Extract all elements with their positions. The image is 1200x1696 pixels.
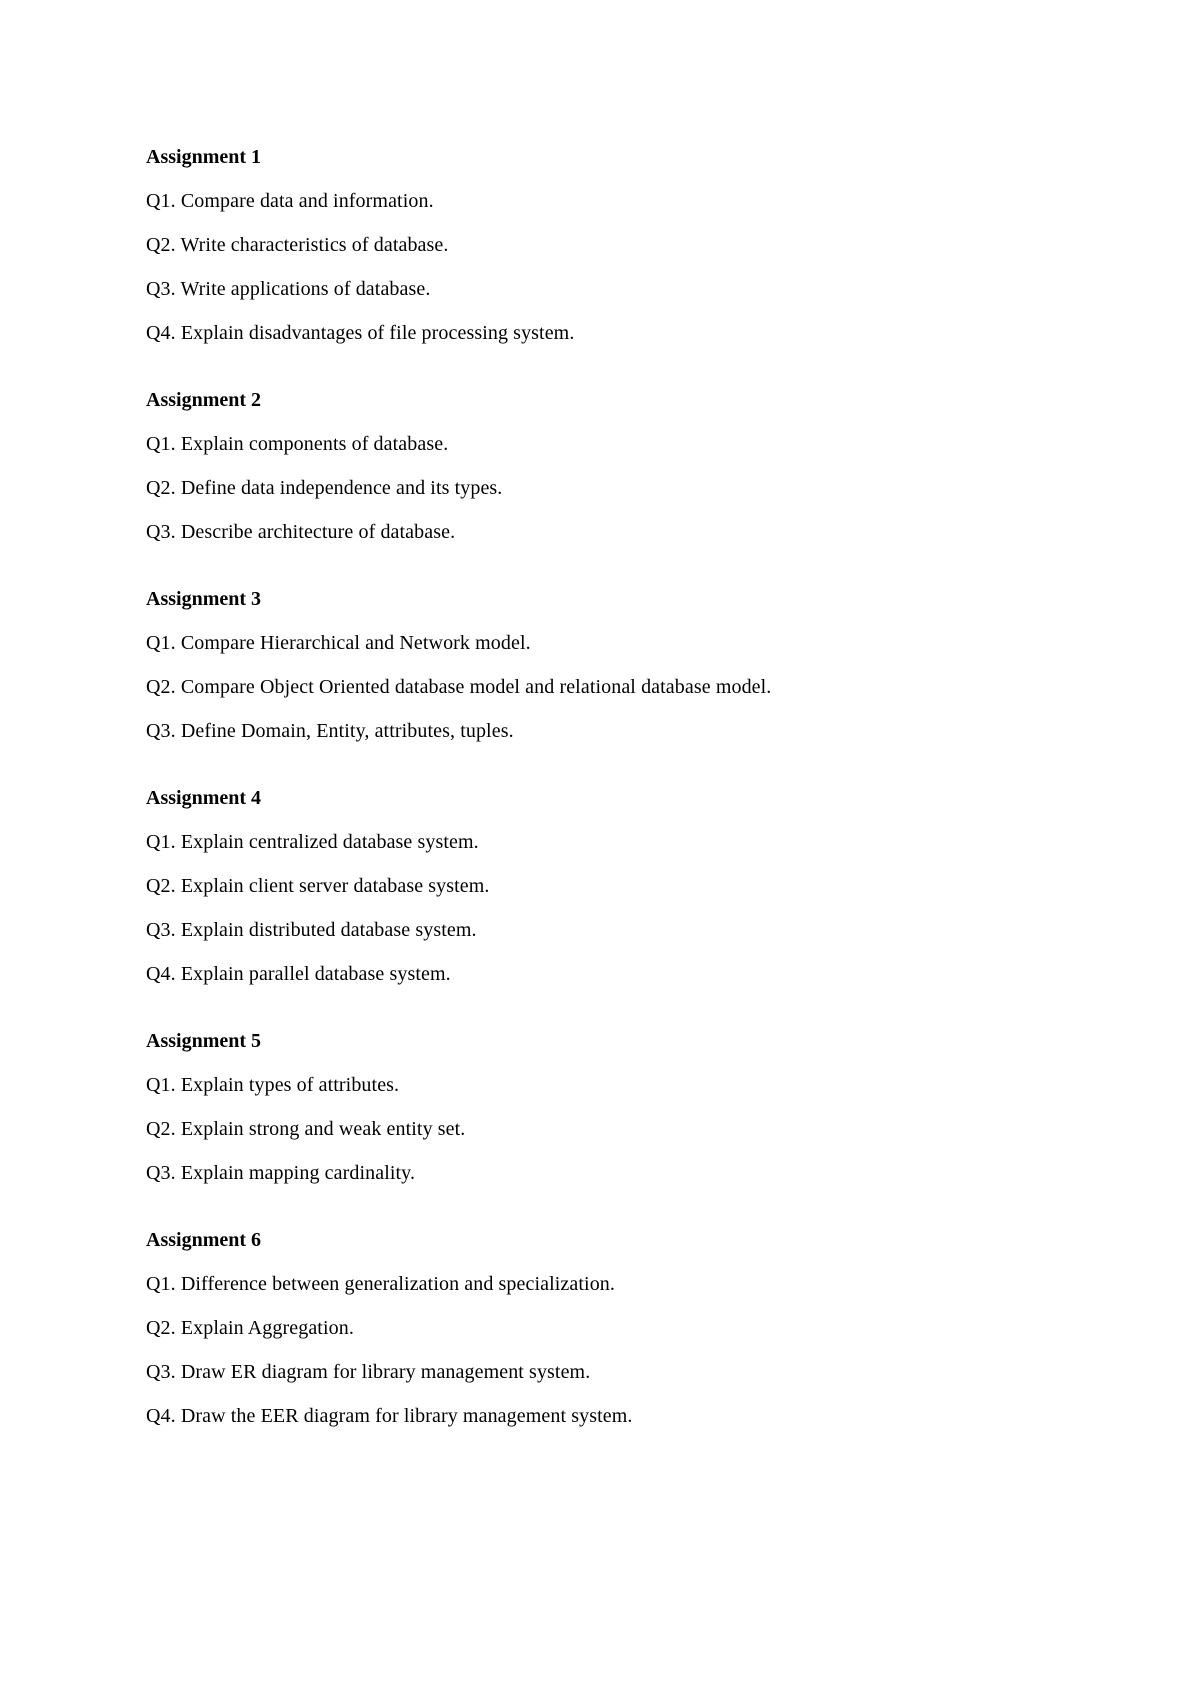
question-item: Q4. Explain disadvantages of file processing system.	[146, 322, 575, 344]
assignment-title: Assignment 5	[146, 1030, 262, 1052]
question-item: Q1. Explain components of database.	[146, 433, 449, 455]
assignment-title: Assignment 2	[146, 389, 262, 411]
assignment-title: Assignment 1	[146, 146, 262, 168]
question-item: Q2. Compare Object Oriented database model and relational database model.	[146, 676, 772, 698]
question-item: Q1. Compare data and information.	[146, 190, 434, 212]
question-item: Q2. Explain client server database system.	[146, 875, 490, 897]
assignment-title: Assignment 4	[146, 787, 262, 809]
assignment-2	[146, 388, 1106, 544]
question-item: Q4. Draw the EER diagram for library management system.	[146, 1405, 633, 1427]
question-item: Q3. Write applications of database.	[146, 278, 431, 300]
question-item: Q2. Explain Aggregation.	[146, 1317, 354, 1339]
question-item: Q3. Describe architecture of database.	[146, 521, 456, 543]
question-item: Q1. Difference between generalization and specialization.	[146, 1273, 616, 1295]
question-item: Q1. Explain centralized database system.	[146, 831, 479, 853]
question-item: Q2. Write characteristics of database.	[146, 234, 449, 256]
question-item: Q1. Compare Hierarchical and Network model.	[146, 632, 531, 654]
question-item: Q3. Draw ER diagram for library management system.	[146, 1361, 591, 1383]
question-item: Q2. Define data independence and its types.	[146, 477, 503, 499]
question-item: Q3. Define Domain, Entity, attributes, tuples.	[146, 720, 514, 742]
question-item: Q2. Explain strong and weak entity set.	[146, 1118, 466, 1140]
assignment-6	[146, 1228, 1106, 1428]
question-item: Q4. Explain parallel database system.	[146, 963, 451, 985]
assignment-title: Assignment 6	[146, 1229, 262, 1251]
question-item: Q3. Explain distributed database system.	[146, 919, 477, 941]
question-item: Q1. Explain types of attributes.	[146, 1074, 400, 1096]
assignment-title: Assignment 3	[146, 588, 262, 610]
assignment-list	[146, 145, 1106, 1471]
question-item: Q3. Explain mapping cardinality.	[146, 1162, 416, 1184]
assignment-5	[146, 1029, 1106, 1185]
assignment-1	[146, 145, 1106, 345]
assignment-3	[146, 587, 1106, 743]
assignment-4	[146, 786, 1106, 986]
